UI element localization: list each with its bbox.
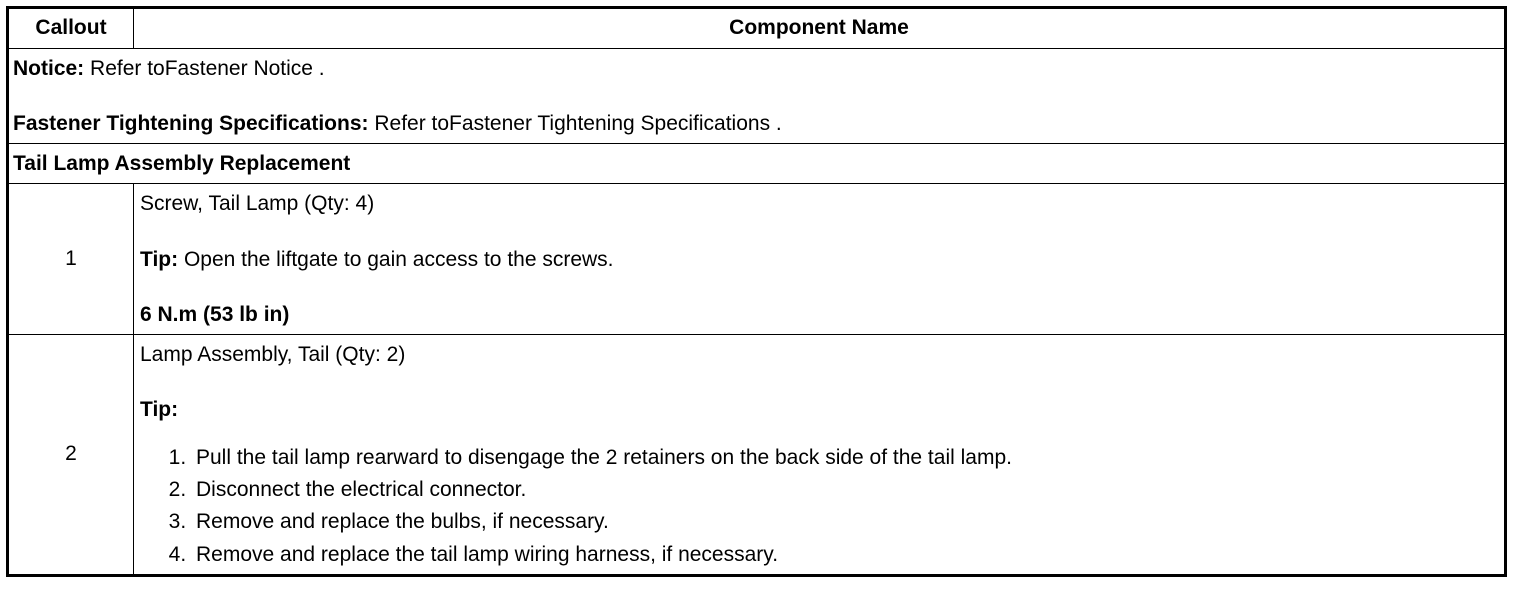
callout-number: 2 [8, 334, 134, 575]
fastener-spec-text: Refer toFastener Tightening Specifications . [374, 112, 782, 136]
list-item: 3. Remove and replace the bulbs, if necessary. [192, 510, 1498, 534]
component-table [6, 6, 1507, 577]
table-row [8, 334, 1506, 575]
component-cell [134, 184, 1506, 334]
fastener-spec-label: Fastener Tightening Specifications: [13, 112, 369, 136]
torque-spec: 6 N.m (53 lb in) [140, 302, 290, 326]
header-row [8, 8, 1506, 49]
tip-steps-list [140, 446, 1498, 567]
section-title: Tail Lamp Assembly Replacement [8, 144, 1506, 184]
tip-label: Tip: [140, 397, 179, 421]
notice-label: Notice: [13, 57, 85, 80]
tip-paragraph [140, 248, 1498, 272]
notice-paragraph [13, 57, 1500, 81]
notice-text: Refer toFastener Notice . [90, 57, 325, 80]
section-row [8, 144, 1506, 184]
component-name: Screw, Tail Lamp (Qty: 4) [140, 192, 375, 216]
component-name: Lamp Assembly, Tail (Qty: 2) [140, 342, 406, 366]
list-item: 1. Pull the tail lamp rearward to disengage the 2 retainers on the back side of the tail lamp. [192, 446, 1498, 470]
fastener-spec-paragraph [13, 112, 1500, 136]
list-item: 2. Disconnect the electrical connector. [192, 478, 1498, 502]
table-row [8, 184, 1506, 334]
tip-label: Tip: [140, 247, 179, 271]
list-item: 4. Remove and replace the tail lamp wiring harness, if necessary. [192, 543, 1498, 567]
tip-text: Open the liftgate to gain access to the screws. [183, 247, 614, 271]
callout-number: 1 [8, 184, 134, 334]
notice-row [8, 49, 1506, 144]
component-name-column-header: Component Name [134, 8, 1506, 49]
callout-column-header: Callout [8, 8, 134, 49]
notice-cell [8, 49, 1506, 144]
component-cell [134, 334, 1506, 575]
